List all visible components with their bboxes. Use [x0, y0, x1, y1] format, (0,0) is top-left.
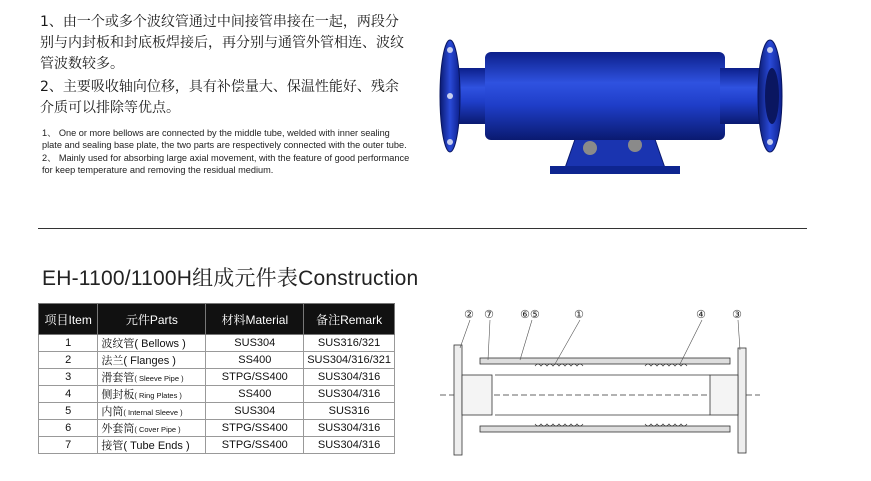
cell-item: 7 [39, 437, 98, 454]
description-cn-1: 1、由一个或多个波纹管通过中间接管串接在一起，两段分别与内封板和封底板焊接后，再分别与通管外管相连、波纹管波数较多。 [40, 14, 404, 72]
table-row [39, 437, 395, 454]
cell-item: 5 [39, 403, 98, 420]
table-row [39, 420, 395, 437]
drawing-label-1: ① [574, 308, 584, 321]
cell-part: 内筒( Internal Sleeve ) [98, 403, 206, 420]
description-english [42, 128, 412, 178]
header-item: 项目Item [39, 304, 98, 335]
table-title: EH-1100/1100H组成元件表Construction [42, 267, 419, 290]
table-row [39, 386, 395, 403]
table-row [39, 369, 395, 386]
cell-item: 2 [39, 352, 98, 369]
description-cn-2: 2、主要吸收轴向位移，具有补偿量大、保温性能好、残余介质可以排除等优点。 [40, 79, 399, 116]
cell-remark: SUS304/316 [304, 437, 395, 454]
cell-material: STPG/SS400 [206, 369, 304, 386]
cell-item: 1 [39, 335, 98, 352]
cell-material: STPG/SS400 [206, 437, 304, 454]
cell-part: 法兰( Flanges ) [98, 352, 206, 369]
section-divider [38, 228, 807, 229]
cell-material: SS400 [206, 352, 304, 369]
cell-item: 4 [39, 386, 98, 403]
product-image [430, 30, 805, 190]
cell-material: SUS304 [206, 403, 304, 420]
cell-material: STPG/SS400 [206, 420, 304, 437]
drawing-label-7: ⑦ [484, 308, 494, 321]
drawing-label-2: ② [464, 308, 474, 321]
table-row [39, 352, 395, 369]
construction-table [38, 303, 395, 454]
cell-remark: SUS304/316 [304, 386, 395, 403]
cell-material: SS400 [206, 386, 304, 403]
cell-remark: SUS304/316 [304, 369, 395, 386]
cell-item: 3 [39, 369, 98, 386]
cell-remark: SUS304/316/321 [304, 352, 395, 369]
cell-part: 接管( Tube Ends ) [98, 437, 206, 454]
cell-part: 滑套管( Sleeve Pipe ) [98, 369, 206, 386]
drawing-label-4: ④ [696, 308, 706, 321]
header-parts: 元件Parts [98, 304, 206, 335]
table-row [39, 403, 395, 420]
table-row [39, 335, 395, 352]
description-en-1: 1、 One or more bellows are connected by the middle tube, welded with inner sealing plate and sealing base plate, the two parts are respectively connected with the outer tube. [42, 128, 407, 150]
cell-material: SUS304 [206, 335, 304, 352]
description-chinese [40, 12, 410, 121]
drawing-label-6-5: ⑥⑤ [520, 308, 540, 321]
header-material: 材料Material [206, 304, 304, 335]
cell-item: 6 [39, 420, 98, 437]
cell-part: 侧封板( Ring Plates ) [98, 386, 206, 403]
description-en-2: 2、 Mainly used for absorbing large axial movement, with the feature of good performance for keep temperature and removing the residual medium. [42, 153, 410, 175]
cell-remark: SUS304/316 [304, 420, 395, 437]
drawing-label-3: ③ [732, 308, 742, 321]
cell-remark: SUS316 [304, 403, 395, 420]
header-remark: 备注Remark [304, 304, 395, 335]
cell-part: 外套筒( Cover Pipe ) [98, 420, 206, 437]
cell-part: 波纹管( Bellows ) [98, 335, 206, 352]
cross-section-drawing [440, 300, 760, 470]
cell-remark: SUS316/321 [304, 335, 395, 352]
table-header-row [39, 304, 395, 335]
